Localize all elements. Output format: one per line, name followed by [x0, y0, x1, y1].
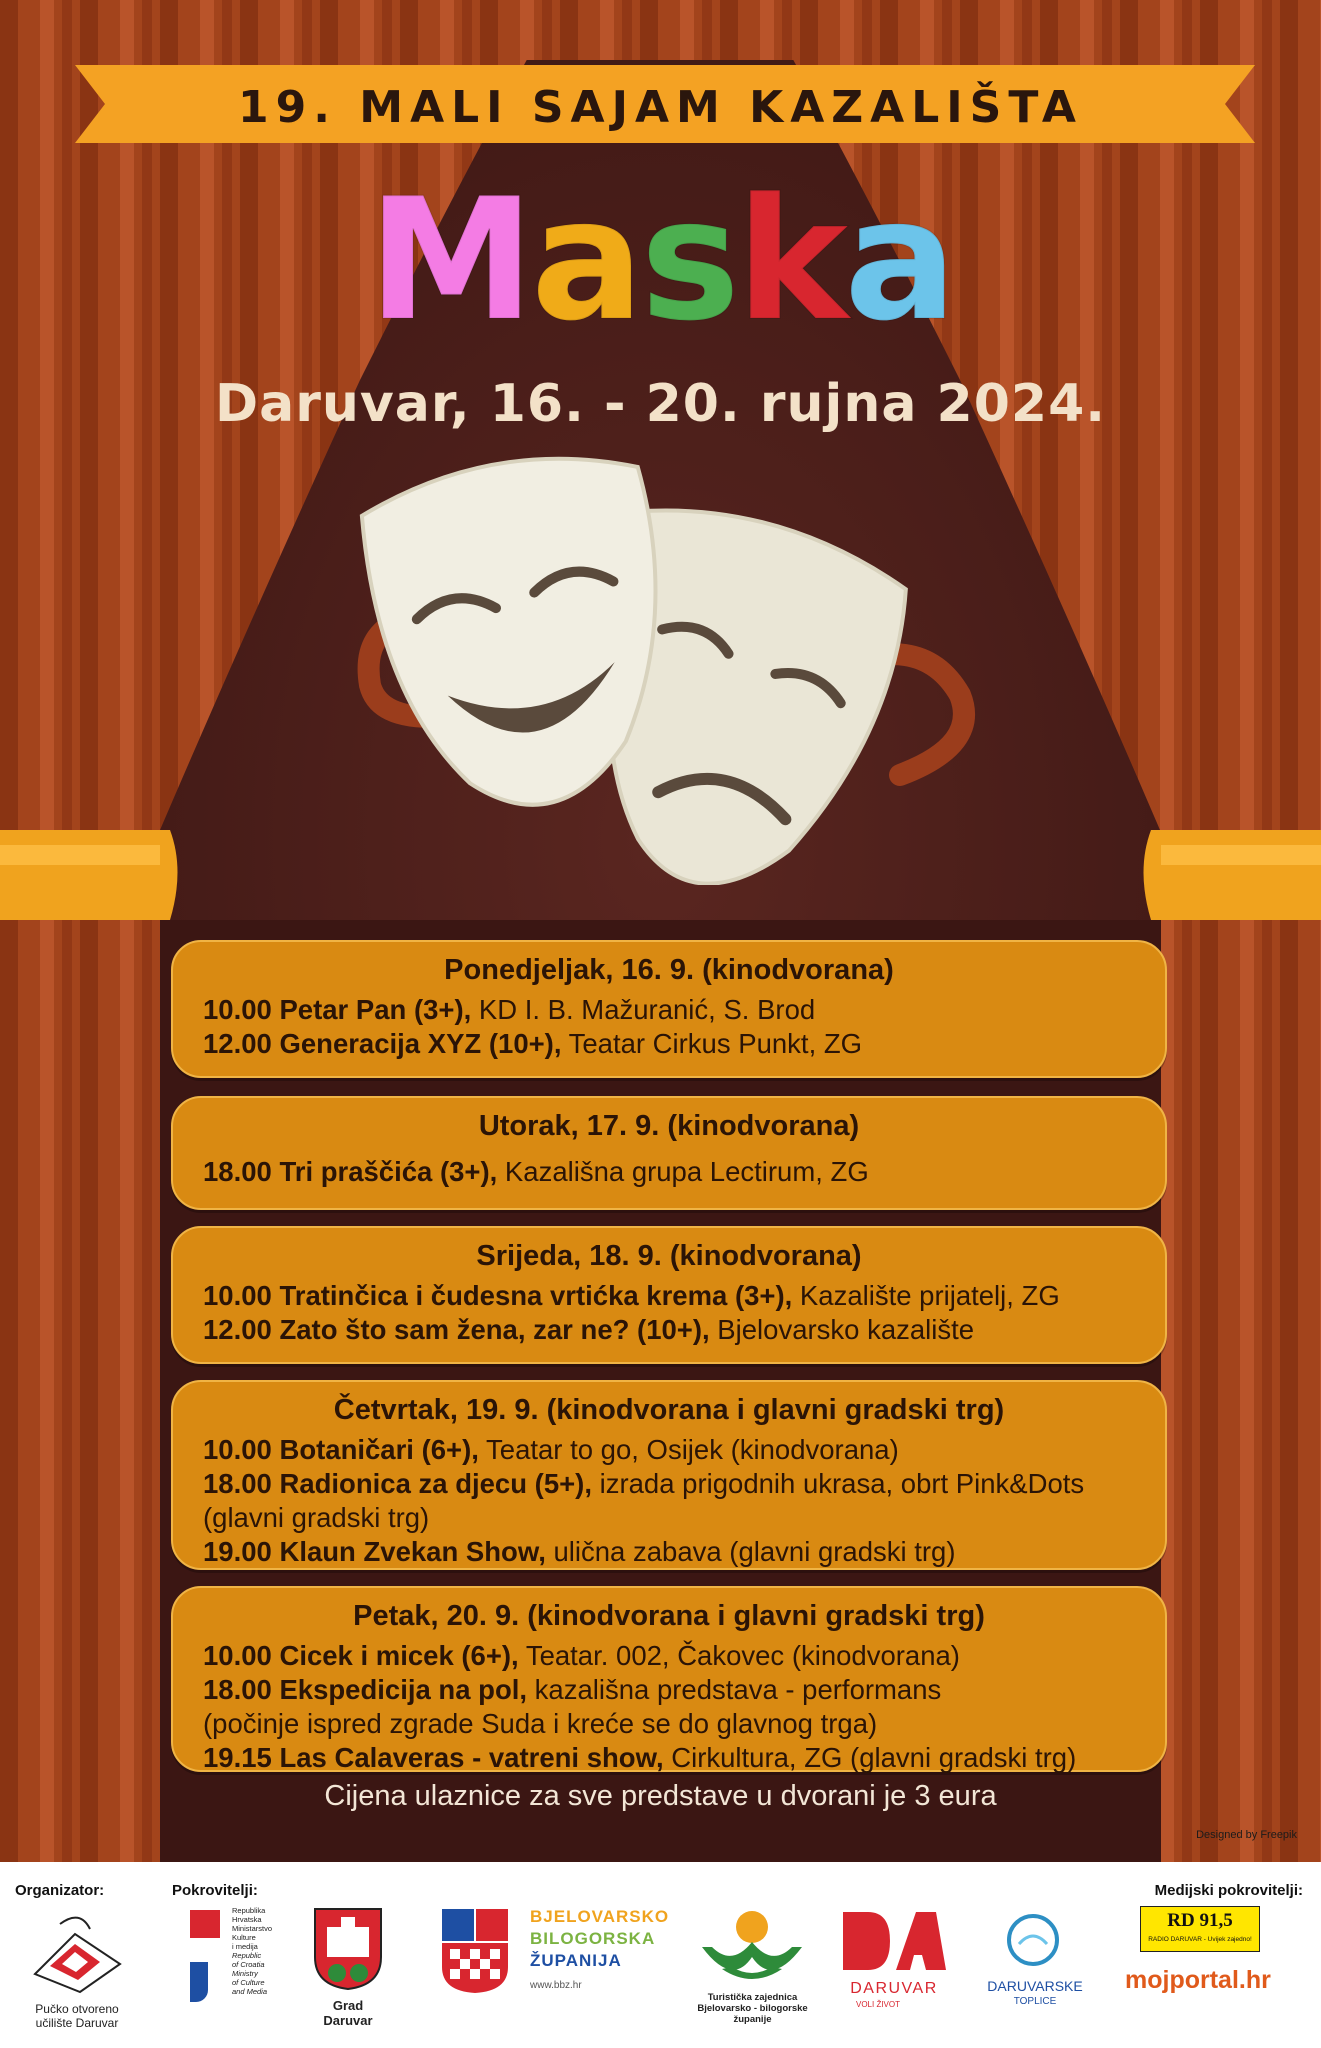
day-box — [171, 1586, 1167, 1772]
event-line — [203, 993, 1165, 1027]
title-letter: M — [367, 162, 531, 358]
county-line-2: BILOGORSKA — [530, 1929, 656, 1948]
event-line — [203, 1155, 1165, 1189]
grad-daruvar-crest — [313, 1907, 383, 1991]
county-line-3: ŽUPANIJA — [530, 1951, 622, 1970]
ministry-text-10: and Media — [232, 1987, 268, 1996]
event-detail: Bjelovarsko kazalište — [709, 1314, 975, 1345]
ministry-text-6: Republic — [232, 1951, 262, 1960]
grad-label-2: Daruvar — [323, 2013, 373, 2028]
price-note: Cijena ulaznice za sve predstave u dvorani je 3 eura — [324, 1780, 997, 1812]
county-line-1: BJELOVARSKO — [530, 1907, 670, 1926]
event-detail: KD I. B. Mažuranić, S. Brod — [471, 994, 816, 1025]
banner-title: 19. MALI SAJAM KAZALIŠTA — [238, 82, 1083, 133]
day-box — [171, 940, 1167, 1078]
event-detail: izrada prigodnih ukrasa, obrt Pink&Dots — [591, 1468, 1085, 1499]
event-line — [203, 1279, 1165, 1313]
ministry-text-9: of Culture — [232, 1978, 265, 1987]
left-tieback — [0, 830, 178, 920]
toplice-logo — [1003, 1910, 1063, 1970]
event-line — [203, 1707, 1165, 1741]
event-line — [203, 1501, 1165, 1535]
event-line — [203, 1433, 1165, 1467]
day-title: Utorak, 17. 9. (kinodvorana) — [478, 1110, 860, 1142]
right-tieback — [1144, 830, 1321, 920]
portal-logo: mojportal.hr — [1125, 1966, 1271, 1994]
event-detail: kazališna predstava - performans — [527, 1674, 942, 1705]
ministry-text-2: Hrvatska — [232, 1915, 262, 1924]
ministry-text-7: of Croatia — [232, 1960, 265, 1969]
ministry-logo-red — [190, 1910, 220, 1938]
daruvar-logo-text: DARUVAR — [850, 1980, 938, 1997]
title-letter: k — [736, 162, 844, 358]
event-detail: (glavni gradski trg) — [203, 1502, 430, 1533]
event-title: 19.00 Klaun Zvekan Show, — [203, 1536, 546, 1567]
county-crest — [440, 1907, 510, 1995]
event-dates: Daruvar, 16. - 20. rujna 2024. — [214, 374, 1107, 434]
design-credit: Designed by Freepik — [1196, 1829, 1297, 1841]
event-title — [0, 160, 1321, 360]
organizer-name-line2: učilište Daruvar — [35, 2016, 119, 2030]
organizer-name-line1: Pučko otvoreno — [35, 2002, 119, 2016]
event-detail: Kazalište prijatelj, ZG — [792, 1280, 1060, 1311]
radio-name: RD 91,5 — [1167, 1910, 1233, 1931]
county-web: www.bbz.hr — [530, 1980, 582, 1991]
event-title: 10.00 Cicek i micek (6+), — [203, 1640, 519, 1671]
event-title: 18.00 Ekspedicija na pol, — [203, 1674, 528, 1705]
event-title: 18.00 Tri praščića (3+), — [203, 1156, 498, 1187]
event-title: 10.00 Tratinčica i čudesna vrtićka krema (3+), — [203, 1280, 793, 1311]
organizer-logo — [30, 1904, 125, 1994]
event-title: 12.00 Zato što sam žena, zar ne? (10+), — [203, 1314, 710, 1345]
ministry-text-1: Republika — [232, 1906, 266, 1915]
day-title: Srijeda, 18. 9. (kinodvorana) — [476, 1240, 862, 1272]
event-line — [203, 1673, 1165, 1707]
event-line — [203, 1535, 1165, 1569]
media-sponsors-label: Medijski pokrovitelji: — [1154, 1882, 1303, 1899]
event-detail: Kazališna grupa Lectirum, ZG — [497, 1156, 869, 1187]
toplice-line-2: TOPLICE — [1013, 1996, 1057, 2007]
day-box — [171, 1380, 1167, 1570]
event-line — [203, 1467, 1165, 1501]
event-line — [203, 1741, 1165, 1775]
grad-label-1: Grad — [332, 1998, 364, 2013]
daruvar-da-logo — [838, 1907, 948, 1975]
sponsors-label: Pokrovitelji: — [172, 1882, 258, 1899]
sponsors-footer — [0, 1862, 1321, 2048]
event-detail: (počinje ispred zgrade Suda i kreće se do glavnog trga) — [203, 1708, 878, 1739]
title-letter: s — [640, 162, 737, 358]
radio-logo — [1140, 1906, 1260, 1952]
day-box — [171, 1226, 1167, 1364]
day-title: Ponedjeljak, 16. 9. (kinodvorana) — [444, 954, 894, 986]
day-title: Petak, 20. 9. (kinodvorana i glavni gradski trg) — [353, 1600, 985, 1632]
tz-line-2: Bjelovarsko - bilogorske — [697, 2003, 808, 2014]
tz-line-3: županije — [733, 2014, 772, 2025]
ministry-text-3: Ministarstvo — [232, 1924, 273, 1933]
event-detail: Cirkultura, ZG (glavni gradski trg) — [663, 1742, 1077, 1773]
ministry-text-5: i medija — [232, 1942, 258, 1951]
title-letter: a — [530, 162, 641, 358]
toplice-line-1: DARUVARSKE — [987, 1978, 1083, 1994]
ministry-logo-blue — [190, 1962, 208, 2002]
tourist-board-logo — [692, 1907, 812, 1989]
event-line — [203, 1313, 1165, 1347]
event-detail: Teatar to go, Osijek (kinodvorana) — [478, 1434, 899, 1465]
event-title: 19.15 Las Calaveras - vatreni show, — [203, 1742, 664, 1773]
event-line — [203, 1027, 1165, 1061]
title-letter: a — [843, 162, 954, 358]
theatre-masks-icon — [340, 445, 980, 885]
daruvar-slogan: VOLI ŽIVOT — [855, 2000, 900, 2009]
day-box — [171, 1096, 1167, 1210]
tz-line-1: Turistička zajednica — [707, 1992, 798, 2003]
event-title: 18.00 Radionica za djecu (5+), — [203, 1468, 592, 1499]
event-line — [203, 1639, 1165, 1673]
event-title: 12.00 Generacija XYZ (10+), — [203, 1028, 562, 1059]
organizer-label: Organizator: — [15, 1882, 105, 1899]
radio-slogan: RADIO DARUVAR - Uvijek zajedno! — [1148, 1936, 1252, 1943]
event-title: 10.00 Petar Pan (3+), — [203, 994, 472, 1025]
event-title: 10.00 Botaničari (6+), — [203, 1434, 479, 1465]
ministry-text-8: Ministry — [232, 1969, 258, 1978]
day-title: Četvrtak, 19. 9. (kinodvorana i glavni gradski trg) — [333, 1394, 1005, 1426]
event-detail: Teatar Cirkus Punkt, ZG — [561, 1028, 863, 1059]
event-detail: ulična zabava (glavni gradski trg) — [545, 1536, 956, 1567]
event-detail: Teatar. 002, Čakovec (kinodvorana) — [518, 1640, 960, 1671]
ministry-text-4: Kulture — [232, 1933, 256, 1942]
